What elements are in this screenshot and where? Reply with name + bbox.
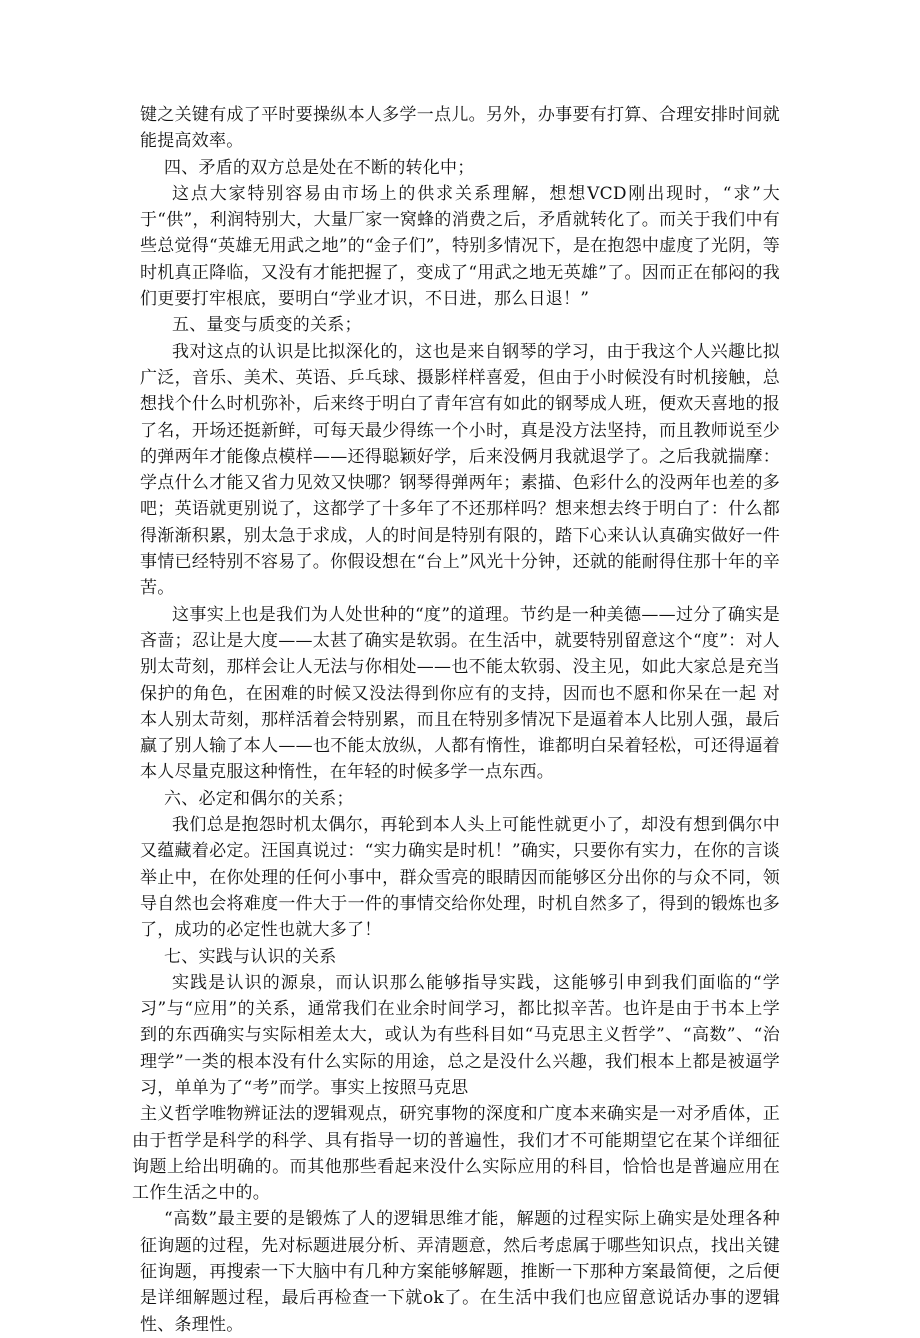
paragraph: 实践是认识的源泉，而认识那么能够指导实践，这能够引申到我们面临的“学习”与“应用”的关系，通常我们在业余时间学习，都比拟辛苦。也许是由于书本上学到的东西确实与实际相差太大，或认为有些科目如“马克思主义哲学”、“高数”、“治理学”一类的根本没有什么实际的用途，总之是没什么兴趣，我们根本上都是被逼学习，单单为了“考”而学。事实上按照马克思: [140, 972, 780, 1098]
paragraph: 这事实上也是我们为人处世种的“度”的道理。节约是一种美德——过分了确实是吝啬；忍让是大度——太甚了确实是软弱。在生活中，就要特别留意这个“度”：对人别太苛刻，那样会让人无法与你相处——也不能太软弱、没主见，如此大家总是充当保护的角色，在困难的时候又没法得到你应有的支持，因而也不愿和你呆在一起 对本人别太苛刻，那样活着会特别累，而且在特别多情况下是逼着本人比别人强，最后赢了别人输了本人——也不能太放纵，人都有惰性，谁都明白呆着轻松，可还得逼着本人尽量克服这种惰性，在年轻的时候多学一点东西。: [140, 604, 780, 783]
paragraph: 我对这点的认识是比拟深化的，这也是来自钢琴的学习，由于我这个人兴趣比拟广泛，音乐、美术、英语、乒乓球、摄影样样喜爱，但由于小时候没有时机接触，总想找个什么时机弥补，后来终于明白了青年宫有如此的钢琴成人班，便欢天喜地的报了名，开场还挺新鲜，可每天最少得练一个小时，真是没方法坚持，而且教师说至少的弹两年才能像点模样——还得聪颖好学，后来没俩月我就退学了。之后我就揣摩：学点什么才能又省力见效又快哪？钢琴得弹两年；素描、色彩什么的没两年也差的多吧；英语就更别说了，这都学了十多年了不还那样吗？想来想去终于明白了：什么都得渐渐积累，别太急于求成，人的时间是特别有限的，踏下心来认认真确实做好一件事情已经特别不容易了。你假设想在“台上”风光十分钟，还就的能耐得住那十年的辛苦。: [140, 341, 780, 599]
section-heading-quantity-quality: 五、量变与质变的关系；: [172, 315, 362, 336]
paragraph: 主义哲学唯物辨证法的逻辑观点，研究事物的深度和广度本来确实是一对矛盾体，正由于哲学是科学的科学、具有指导一切的普遍性，我们才不可能期望它在某个详细征询题上给出明确的。而其他那些看起来没什么实际应用的科目，恰恰也是普遍应用在工作生活之中的。: [132, 1104, 780, 1204]
paragraph-continuation: 键之关键有成了平时要操纵本人多学一点儿。另外，办事要有打算、合理安排时间就能提高效率。: [140, 105, 780, 152]
section-heading-necessity-chance: 六、必定和偶尔的关系；: [164, 788, 354, 809]
section-heading-practice-knowledge: 七、实践与认识的关系: [164, 946, 337, 967]
section-heading-contradiction: 四、矛盾的双方总是处在不断的转化中；: [164, 157, 475, 178]
document-body: [132, 102, 780, 1338]
paragraph: “高数”最主要的是锻炼了人的逻辑思维才能，解题的过程实际上确实是处理各种征询题的过程，先对标题进展分析、弄清题意，然后考虑属于哪些知识点，找出关键征询题，再搜索一下大脑中有几种方案能够解题，推断一下那种方案最简便，之后便是详细解题过程，最后再检查一下就ok了。在生活中我们也应留意说话办事的逻辑性、条理性。: [140, 1209, 780, 1335]
paragraph: 这点大家特别容易由市场上的供求关系理解，想想VCD刚出现时，“求”大于“供”，利润特别大，大量厂家一窝蜂的消费之后，矛盾就转化了。而关于我们中有些总觉得“英雄无用武之地”的“金子们”，特别多情况下，是在抱怨中虚度了光阴，等时机真正降临，又没有才能把握了，变成了“用武之地无英雄”了。因而正在郁闷的我们更要打牢根底，要明白“学业才识，不日进，那么日退！”: [140, 183, 780, 310]
paragraph: 我们总是抱怨时机太偶尔，再轮到本人头上可能性就更小了，却没有想到偶尔中又蕴藏着必定。汪国真说过：“实力确实是时机！”确实，只要你有实力，在你的言谈举止中，在你处理的任何小事中，群众雪亮的眼睛因而能够区分出你的与众不同，领导自然也会将难度一件大于一件的事情交给你处理，时机自然多了，得到的锻炼也多了，成功的必定性也就大多了！: [140, 815, 780, 941]
